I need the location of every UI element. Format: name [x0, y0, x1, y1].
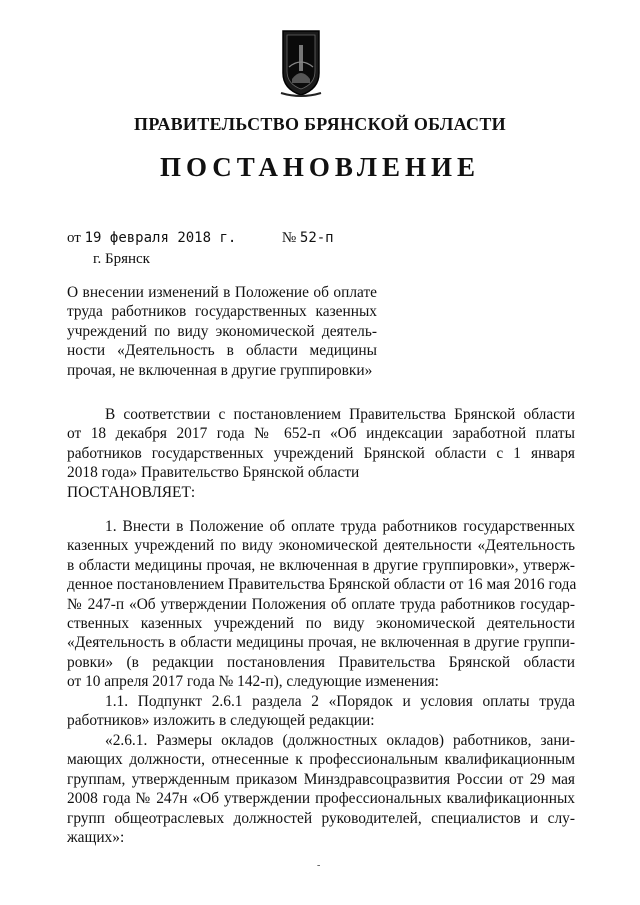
page-footer-mark: -	[317, 860, 321, 871]
preamble-line: работников государственных учреждений Брянской области с 1 января	[67, 444, 575, 462]
subject-line: труда работников государственных казенных	[67, 303, 377, 321]
document-city: г. Брянск	[93, 251, 150, 267]
paragraph-line: «Деятельность в области медицины прочая, не включенная в другие группи-	[67, 634, 575, 652]
subject-line: прочая, не включенная в другие группировки»	[67, 361, 373, 379]
paragraph-line: групп общеотраслевых должностей руководителей, специалистов и слу-	[67, 809, 575, 827]
paragraph-line: денное постановлением Правительства Брянской области от 16 мая 2016 года	[67, 576, 577, 594]
paragraph-2-6-1	[67, 731, 575, 847]
number-prefix: №	[281, 230, 297, 246]
resolves-heading: ПОСТАНОВЛЯЕТ:	[67, 483, 196, 501]
paragraph-line: ственных казенных учреждений по виду экономической деятельности	[67, 615, 575, 633]
document-date: 19 февраля 2018 г.	[84, 230, 237, 246]
coat-of-arms-emblem	[277, 27, 325, 99]
paragraph-line: № 247-п «Об утверждении Положения об оплате труда работников государ-	[67, 595, 575, 613]
preamble-line: от 18 декабря 2017 года № 652-п «Об индексации заработной платы	[67, 425, 575, 443]
paragraph-line: группам, утвержденным приказом Минздравсоцразвития России от 29 мая	[67, 770, 575, 788]
document-type-title: ПОСТАНОВЛЕНИЕ	[159, 152, 481, 182]
paragraph-line: работников» изложить в следующей редакции:	[67, 712, 375, 730]
date-number-line	[67, 230, 334, 247]
preamble-paragraph	[67, 405, 575, 502]
subject-line: ности «Деятельность в области медицины	[67, 342, 377, 360]
paragraph-line: жащих»:	[67, 829, 125, 847]
subject-block	[67, 283, 377, 380]
subject-line: учреждений по виду экономической деятель-	[67, 322, 377, 340]
paragraph-line: мающих должности, отнесенные к профессиональным квалификационным	[67, 751, 575, 769]
paragraph-line: 2008 года № 247н «Об утверждении профессиональных квалификационных	[67, 790, 575, 808]
paragraph-line: 1. Внести в Положение об оплате труда работников государственных	[105, 518, 575, 535]
paragraph-line: в области медицины прочая, не включенная в другие группировки», утверж-	[67, 556, 575, 574]
paragraph-line: «2.6.1. Размеры окладов (должностных окладов) работников, зани-	[105, 732, 575, 749]
preamble-line: 2018 года» Правительство Брянской области	[67, 464, 360, 482]
subject-line: О внесении изменений в Положение об оплате	[67, 284, 377, 301]
date-prefix: от	[67, 230, 81, 246]
preamble-line: В соответствии с постановлением Правительства Брянской области	[105, 406, 575, 423]
paragraph-line: ровки» (в редакции постановления Правительства Брянской области	[67, 653, 575, 671]
paragraph-1-1	[67, 692, 575, 731]
paragraph-line: от 10 апреля 2017 года № 142-п), следующие изменения:	[67, 673, 439, 691]
document-number: 52-п	[299, 230, 334, 246]
government-title: ПРАВИТЕЛЬСТВО БРЯНСКОЙ ОБЛАСТИ	[134, 114, 506, 134]
paragraph-1	[67, 517, 575, 692]
paragraph-line: казенных учреждений по виду экономической деятельности «Деятельность	[67, 537, 575, 555]
paragraph-line: 1.1. Подпункт 2.6.1 раздела 2 «Порядок и условия оплаты труда	[105, 693, 575, 710]
